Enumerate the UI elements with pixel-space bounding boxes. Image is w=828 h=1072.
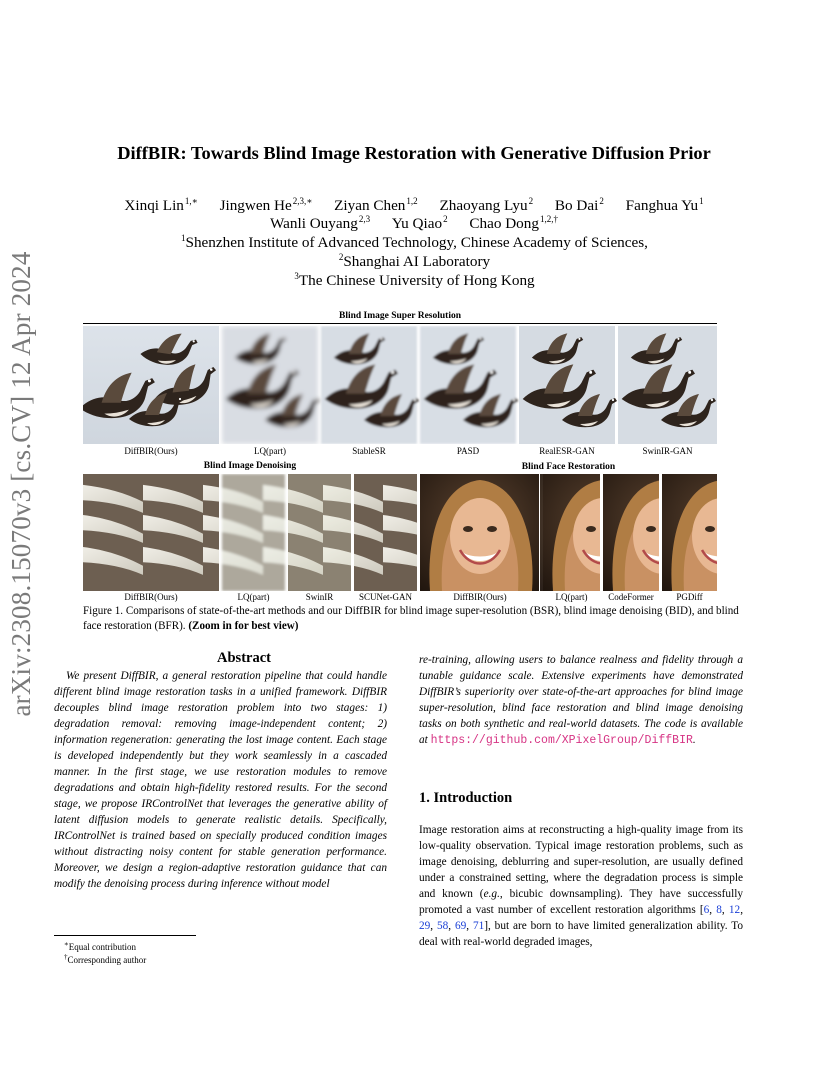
author: Xinqi Lin$^{1,∗}$ — [124, 196, 198, 214]
author: Bo Dai$^2$ — [554, 196, 604, 214]
bfr-heading: Blind Face Restoration — [521, 462, 616, 472]
author: Fanghua Yu$^1$ — [625, 196, 704, 214]
bsr-label: PASD — [456, 446, 480, 456]
citation-link[interactable]: 58 — [436, 920, 449, 932]
bsr-label: LQ(part) — [254, 446, 286, 456]
author: Chao Dong$^{1,2,\dagger}$ — [469, 214, 558, 232]
abstract-body: We present DiffBIR, a general restoration pipeline that could handle different blind image restoration tasks in a unified framework. DiffBIR decouples blind image restoration problem into two stages: 1) degradation removal: removing image-independent content; 2) information regeneration: generating the lost image content. Each stage is developed independently but they work seamlessly in a cascaded manner. In the first stage, we use restoration modules to remove degradations and obtain high-fidelity restored results. For the second stage, we propose IRControlNet that leverages the generative ability of latent diffusion models to generate realistic details. Specifically, IRControlNet is trained based on specially produced condition images without distracting noisy content for stable generation performance. Moreover, we design a region-adaptive restoration guidance that can modify the denoising process during inference without model — [54, 670, 387, 890]
arxiv-side-stamp: arXiv:2308.15070v3 [cs.CV] 12 Apr 2024 — [6, 251, 36, 717]
bfr-label: DiffBIR(Ours) — [453, 592, 507, 602]
paper-title: DiffBIR: Towards Blind Image Restoration with Generative Diffusion Prior — [117, 143, 711, 163]
author: Ziyan Chen$^{1,2}$ — [334, 196, 418, 214]
abstract-heading: Abstract — [217, 650, 271, 666]
bid-label: SwinIR — [305, 592, 334, 602]
citation-link[interactable]: 71 — [472, 920, 485, 932]
code-link[interactable]: https://github.com/XPixelGroup/DiffBIR — [430, 734, 693, 747]
citation-link[interactable]: 12 — [728, 904, 741, 916]
bid-panel-swinir — [288, 474, 351, 591]
bfr-label: PGDiff — [676, 592, 703, 602]
affiliation-3: $^3$The Chinese University of Hong Kong — [294, 271, 535, 289]
introduction-heading: 1. Introduction — [419, 790, 513, 806]
bid-heading: Blind Image Denoising — [203, 461, 297, 471]
footnote-rule — [54, 935, 196, 936]
footnote: †Corresponding author — [64, 953, 147, 965]
figure-caption: Figure 1. Comparisons of state-of-the-art methods and our DiffBIR for blind image super-resolution (BSR), blind image denoising (BID), and blind face restoration (BFR). (Zoom in for best view) — [83, 605, 739, 632]
bsr-panel-realesrgan — [519, 326, 617, 444]
bsr-label: SwinIR-GAN — [642, 446, 693, 456]
authors-line-1 — [0, 196, 828, 215]
citation-link[interactable]: 6 — [703, 904, 710, 916]
bid-label: LQ(part) — [237, 592, 270, 602]
bid-panel-diffbir — [83, 474, 219, 591]
author: Yu Qiao$^2$ — [391, 214, 448, 232]
bid-panel-lq — [222, 474, 285, 591]
bsr-label: StableSR — [352, 446, 386, 456]
bsr-panel-stablesr — [321, 326, 419, 444]
bid-panel-scunetgan — [354, 474, 417, 591]
introduction-body: Image restoration aims at reconstructing a high-quality image from its low-quality observation. Typical image restoration problems, such as image denoising, deblurring and super-resolution, are usually defined under a constrained setting, where the degradation process is simple and known (e.g., bicubic downsampling). They have successfully promoted a vast number of excellent restoration algorithms [6, 8, 12, 29, 58, 69, 71], but are born to have limited generalization ability. To deal with real-world degraded images, — [419, 824, 744, 948]
affiliation-1: $^1$Shenzhen Institute of Advanced Technology, Chinese Academy of Sciences, — [181, 233, 648, 251]
bsr-panel-diffbir — [83, 326, 219, 444]
bfr-panel-diffbir — [420, 474, 540, 591]
citation-link[interactable]: 29 — [419, 920, 431, 932]
abstract-continuation: re-training, allowing users to balance realness and fidelity through a tunable guidance scale. Extensive experiments have demonstrated DiffBIR’s superiority over state-of-the-art approaches for blind image super-resolution, blind face restoration and blind image denoising tasks on both synthetic and real-world datasets. The code is available at https://github.com/XPixelGroup/DiffBIR. — [419, 654, 743, 747]
author: Zhaoyang Lyu$^2$ — [439, 196, 534, 214]
bsr-panels — [83, 326, 717, 444]
bfr-label: LQ(part) — [555, 592, 588, 602]
bsr-panel-swinirgan — [618, 326, 717, 444]
citation-link[interactable]: 8 — [716, 904, 722, 916]
bsr-label: DiffBIR(Ours) — [124, 446, 178, 456]
bid-panels — [83, 474, 417, 591]
bsr-panel-lq — [222, 326, 320, 444]
bsr-panel-pasd — [420, 326, 518, 444]
citation-link[interactable]: 69 — [454, 920, 467, 932]
bfr-panels — [420, 474, 717, 591]
affiliation-2: $^2$Shanghai AI Laboratory — [338, 252, 491, 270]
bsr-heading: Blind Image Super Resolution — [338, 311, 462, 321]
author: Wanli Ouyang$^{2,3}$ — [270, 214, 371, 232]
footnote: ∗Equal contribution — [64, 940, 137, 952]
figure-rule — [83, 323, 717, 324]
bfr-panel-pgdiff — [662, 474, 717, 591]
bsr-label: RealESR-GAN — [539, 446, 595, 456]
bid-label: SCUNet-GAN — [359, 592, 412, 602]
authors-line-2 — [0, 214, 828, 233]
bfr-label: CodeFormer — [608, 592, 654, 602]
bid-label: DiffBIR(Ours) — [124, 592, 178, 602]
author: Jingwen $He^{2,3,∗}$ — [219, 196, 313, 214]
